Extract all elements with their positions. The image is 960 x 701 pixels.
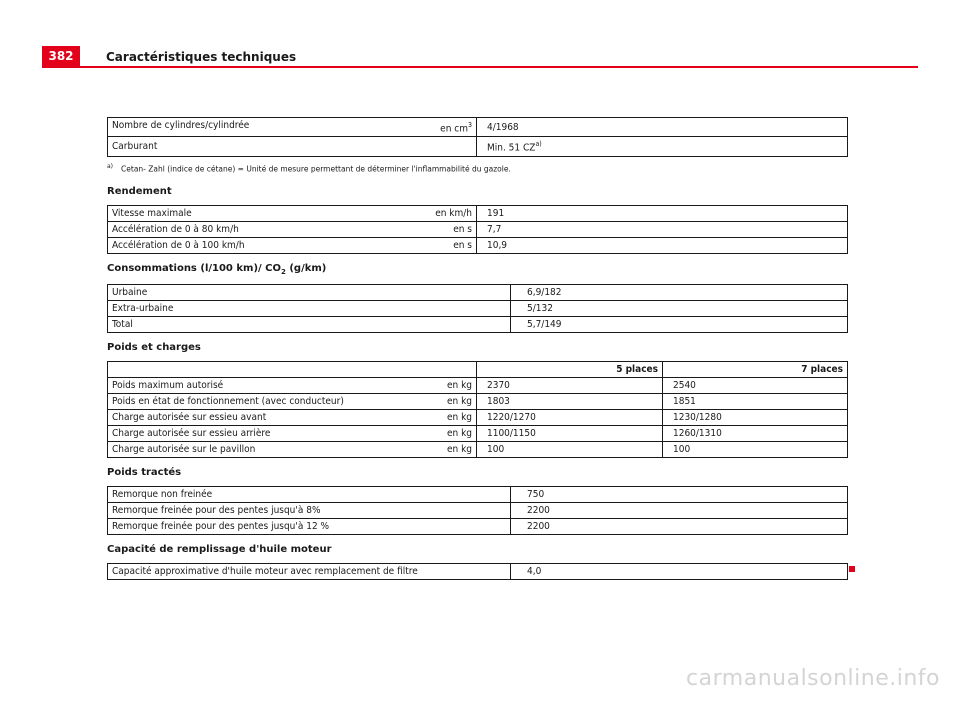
spec-unit: en kg — [446, 411, 472, 423]
spec-value-7: 100 — [663, 441, 848, 457]
table-row — [108, 563, 848, 579]
spec-label: Charge autorisée sur essieu avant — [112, 411, 267, 423]
table-row — [108, 409, 848, 425]
tractes-table — [107, 486, 848, 535]
spec-label-cell — [108, 409, 477, 425]
spec-value-7: 1230/1280 — [663, 409, 848, 425]
spec-label: Poids maximum autorisé — [112, 379, 224, 391]
spec-label-cell — [108, 137, 477, 156]
spec-label-cell — [108, 237, 477, 253]
section-heading-consommations: Consommations (l/100 km)/ $CO_2$ (g/km) — [107, 262, 327, 276]
rendement-table — [107, 205, 848, 254]
section-heading-huile: Capacité de remplissage d'huile moteur — [107, 543, 332, 555]
spec-label: Capacité approximative d'huile moteur avec remplacement de filtre — [108, 563, 511, 579]
spec-value: 5,7/149 — [511, 316, 848, 332]
column-header-7-places: 7 places — [663, 361, 848, 377]
section-heading-poids: Poids et charges — [107, 341, 201, 353]
spec-value: 4/1968 — [477, 118, 848, 137]
header-rule — [42, 66, 918, 68]
column-header-5-places: 5 places — [477, 361, 663, 377]
spec-unit: en s — [453, 223, 472, 235]
spec-label: Remorque freinée pour des pentes jusqu'à 12 % — [108, 518, 511, 534]
spec-value: 2200 — [511, 518, 848, 534]
table-row — [108, 425, 848, 441]
spec-label-cell — [108, 425, 477, 441]
footnote-text: Cetan- Zahl (indice de cétane) = Unité de mesure permettant de déterminer l'inflammabilité du gazole. — [121, 164, 511, 174]
table-row — [108, 137, 848, 156]
spec-label: Vitesse maximale — [112, 207, 192, 219]
section-heading-tractes: Poids tractés — [107, 466, 182, 478]
spec-value: 6,9/182 — [511, 284, 848, 300]
spec-label: Total — [108, 316, 511, 332]
spec-label-cell — [108, 118, 477, 137]
poids-table — [107, 361, 848, 458]
spec-value: 2200 — [511, 502, 848, 518]
spec-label-cell — [108, 221, 477, 237]
table-row — [108, 393, 848, 409]
spec-value: 7,7 — [477, 221, 848, 237]
spec-value: 5/132 — [511, 300, 848, 316]
spec-label-cell — [108, 393, 477, 409]
spec-label: Accélération de 0 à 100 km/h — [112, 239, 245, 251]
spec-content — [107, 117, 848, 580]
spec-label: Poids en état de fonctionnement (avec conducteur) — [112, 395, 344, 407]
spec-label: Remorque freinée pour des pentes jusqu'à 8% — [108, 502, 511, 518]
spec-unit: en s — [453, 239, 472, 251]
spec-unit: en $cm^3$ — [440, 121, 472, 135]
spec-value: 10,9 — [477, 237, 848, 253]
table-row — [108, 300, 848, 316]
spec-value-5: 1220/1270 — [477, 409, 663, 425]
spec-value-5: 100 — [477, 441, 663, 457]
unit-superscript: 3 — [467, 121, 472, 129]
spec-value-cell — [477, 137, 848, 156]
table-row — [108, 316, 848, 332]
table-row — [108, 118, 848, 137]
spec-value: 191 — [477, 205, 848, 221]
spec-unit: en kg — [446, 443, 472, 455]
page-number: 382 — [42, 46, 80, 66]
spec-unit: en kg — [446, 395, 472, 407]
watermark: carmanualsonline.info — [686, 666, 940, 691]
table-row — [108, 518, 848, 534]
spec-value-7: 1851 — [663, 393, 848, 409]
table-row — [108, 221, 848, 237]
footnote-marker: a) — [107, 162, 114, 170]
spec-unit: en kg — [446, 427, 472, 439]
spec-value-5: 2370 — [477, 377, 663, 393]
spec-value: 4,0 — [511, 563, 848, 579]
spec-value-5: 1100/1150 — [477, 425, 663, 441]
table-row — [108, 284, 848, 300]
spec-label: Charge autorisée sur essieu arrière — [112, 427, 271, 439]
spec-label: Charge autorisée sur le pavillon — [112, 443, 256, 455]
spec-unit: en kg — [446, 379, 472, 391]
engine-table — [107, 117, 848, 157]
spec-value-7: 2540 — [663, 377, 848, 393]
spec-unit: en km/h — [435, 207, 472, 219]
spec-label: Urbaine — [108, 284, 511, 300]
spec-label-cell — [108, 205, 477, 221]
spec-label: Nombre de cylindres/cylindrée — [112, 120, 250, 131]
table-header-row — [108, 361, 848, 377]
huile-table — [107, 563, 848, 580]
page-title: Caractéristiques techniques — [106, 50, 297, 64]
spec-label-cell — [108, 377, 477, 393]
spec-value: 750 — [511, 486, 848, 502]
spec-label: Extra-urbaine — [108, 300, 511, 316]
section-heading-rendement: Rendement — [107, 185, 172, 197]
table-row — [108, 502, 848, 518]
table-row — [108, 237, 848, 253]
empty-header — [108, 361, 477, 377]
spec-label: Carburant — [112, 140, 158, 152]
spec-label-cell — [108, 441, 477, 457]
spec-label: Accélération de 0 à 80 km/h — [112, 223, 239, 235]
consommations-table — [107, 284, 848, 333]
spec-value: Min. 51 CZ — [487, 142, 536, 154]
spec-value-7: 1260/1310 — [663, 425, 848, 441]
table-row — [108, 205, 848, 221]
table-row — [108, 486, 848, 502]
footnote — [107, 163, 848, 177]
spec-label: Remorque non freinée — [108, 486, 511, 502]
table-row — [108, 441, 848, 457]
spec-value-5: 1803 — [477, 393, 663, 409]
table-row — [108, 377, 848, 393]
footnote-ref: a) — [535, 140, 542, 149]
end-of-section-marker — [849, 566, 855, 572]
